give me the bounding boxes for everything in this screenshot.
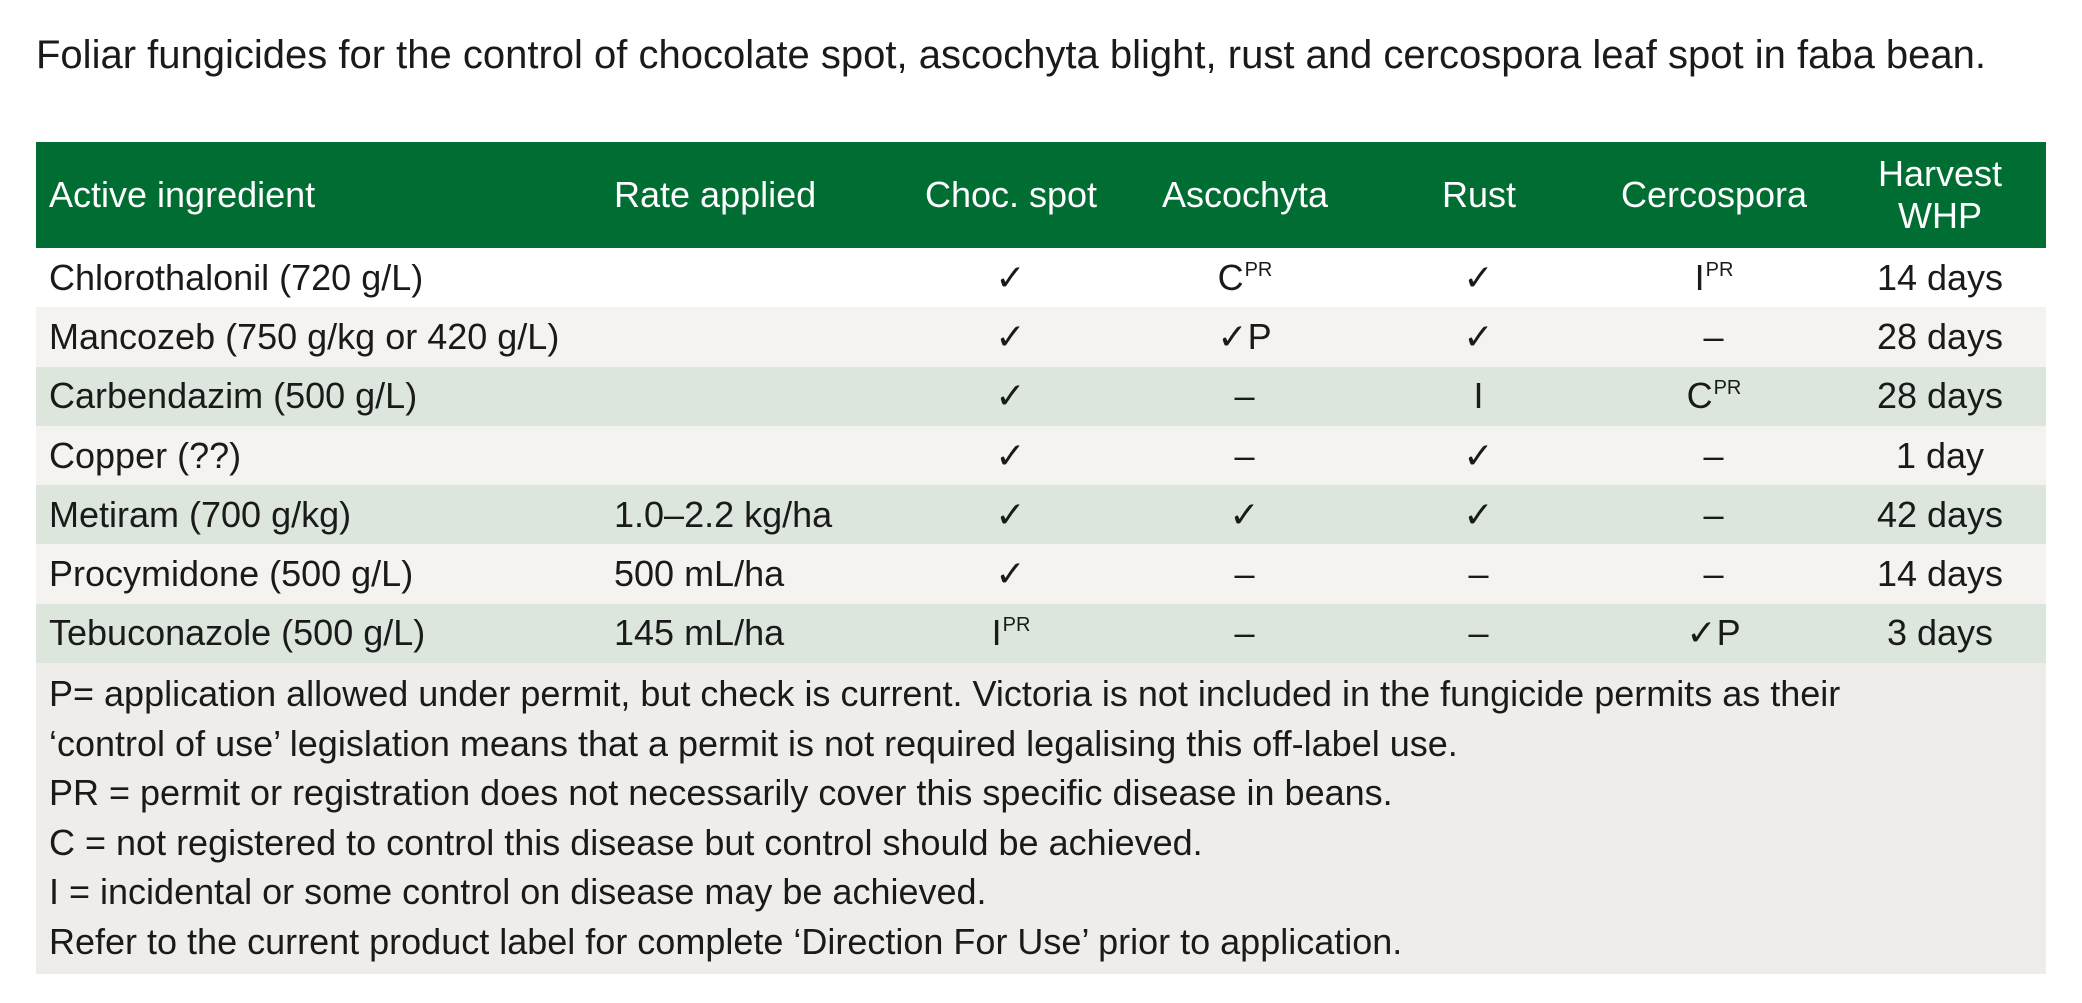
cell-choc-spot	[896, 248, 1126, 307]
cell-ascochyta-superscript: PR	[1244, 258, 1273, 281]
cell-active-ingredient: Metiram (700 g/kg)	[49, 493, 352, 535]
cell-ascochyta	[1126, 367, 1364, 426]
cell-cercospora	[1594, 485, 1834, 544]
table-caption: Foliar fungicides for the control of chocolate spot, ascochyta blight, rust and cercospora leaf spot in faba bean.	[36, 33, 1987, 77]
header-harvest-whp-line1: Harvest	[1877, 153, 2003, 194]
cell-choc-spot	[896, 307, 1126, 366]
fungicide-table	[36, 142, 2046, 663]
cell-choc-spot	[896, 367, 1126, 426]
cell-cercospora-value: –	[1703, 434, 1724, 476]
cell-harvest-whp: 28 days	[1876, 315, 2004, 357]
cell-ascochyta-value: –	[1234, 553, 1255, 595]
cell-cercospora	[1594, 544, 1834, 603]
cell-cercospora-value: I	[1694, 256, 1705, 298]
cell-choc-spot	[896, 426, 1126, 485]
cell-active-ingredient: Copper (??)	[49, 434, 242, 476]
cell-choc-spot-value: ✓	[995, 315, 1026, 357]
header-ascochyta: Ascochyta	[1161, 174, 1329, 215]
table-row	[36, 248, 2046, 307]
cell-ascochyta	[1126, 248, 1364, 307]
cell-cercospora-superscript: PR	[1705, 258, 1734, 281]
cell-rust-value: ✓	[1463, 493, 1494, 535]
table-footnotes	[36, 663, 2046, 974]
header-active-ingredient: Active ingredient	[49, 174, 316, 215]
cell-ascochyta-value: –	[1234, 375, 1255, 417]
cell-rust	[1364, 307, 1594, 366]
cell-ascochyta-value: –	[1234, 612, 1255, 654]
table-row	[36, 485, 2046, 544]
table-row	[36, 367, 2046, 426]
cell-ascochyta	[1126, 544, 1364, 603]
cell-rust-value: –	[1468, 612, 1489, 654]
cell-rate-applied	[601, 307, 896, 366]
cell-cercospora-value: C	[1686, 375, 1713, 417]
cell-choc-spot-value: ✓	[995, 375, 1026, 417]
cell-choc-spot-value: ✓	[995, 493, 1026, 535]
footnote-line: P= application allowed under permit, but check is current. Victoria is not included in the fungicide permits as their	[49, 673, 1841, 715]
cell-active-ingredient: Chlorothalonil (720 g/L)	[49, 256, 424, 298]
cell-rust	[1364, 367, 1594, 426]
header-harvest-whp-line2: WHP	[1898, 195, 1982, 236]
cell-ascochyta-value: –	[1234, 434, 1255, 476]
cell-rust-value: ✓	[1463, 315, 1494, 357]
cell-cercospora	[1594, 426, 1834, 485]
cell-choc-spot-superscript: PR	[1002, 614, 1031, 637]
cell-rate-applied	[601, 248, 896, 307]
cell-cercospora-value: –	[1703, 493, 1724, 535]
cell-choc-spot-value: I	[991, 612, 1002, 654]
cell-ascochyta-value: C	[1217, 256, 1244, 298]
cell-ascochyta	[1126, 426, 1364, 485]
cell-ascochyta	[1126, 604, 1364, 663]
cell-choc-spot	[896, 604, 1126, 663]
cell-choc-spot-value: ✓	[995, 256, 1026, 298]
footnote-line: C = not registered to control this disease but control should be achieved.	[49, 821, 1203, 863]
cell-active-ingredient: Carbendazim (500 g/L)	[49, 375, 418, 417]
table-row	[36, 426, 2046, 485]
cell-cercospora	[1594, 248, 1834, 307]
cell-ascochyta-value: ✓	[1229, 493, 1260, 535]
cell-rust	[1364, 426, 1594, 485]
cell-cercospora-value: –	[1703, 315, 1724, 357]
cell-ascochyta-value: ✓P	[1217, 315, 1272, 357]
cell-cercospora-value: –	[1703, 553, 1724, 595]
table-row	[36, 604, 2046, 663]
cell-rust	[1364, 485, 1594, 544]
fungicide-table-container	[36, 142, 2046, 974]
cell-cercospora	[1594, 604, 1834, 663]
cell-ascochyta	[1126, 307, 1364, 366]
cell-rust-value: ✓	[1463, 256, 1494, 298]
cell-rust	[1364, 248, 1594, 307]
cell-cercospora-superscript: PR	[1713, 377, 1742, 400]
footnote-line: PR = permit or registration does not necessarily cover this specific disease in beans.	[49, 772, 1393, 814]
cell-active-ingredient: Tebuconazole (500 g/L)	[49, 612, 426, 654]
cell-choc-spot-value: ✓	[995, 434, 1026, 476]
cell-active-ingredient: Procymidone (500 g/L)	[49, 553, 414, 595]
cell-rust	[1364, 604, 1594, 663]
footnote-line: ‘control of use’ legislation means that a permit is not required legalising this off-label use.	[49, 722, 1458, 764]
cell-harvest-whp: 42 days	[1876, 493, 2004, 535]
cell-rust-value: I	[1473, 375, 1484, 417]
cell-rust	[1364, 544, 1594, 603]
cell-harvest-whp: 1 day	[1895, 434, 1985, 476]
cell-cercospora	[1594, 367, 1834, 426]
cell-rate-applied	[601, 426, 896, 485]
cell-cercospora	[1594, 307, 1834, 366]
cell-active-ingredient: Mancozeb (750 g/kg or 420 g/L)	[49, 315, 560, 357]
cell-choc-spot-value: ✓	[995, 553, 1026, 595]
table-row	[36, 544, 2046, 603]
header-harvest-whp	[1834, 142, 2046, 248]
cell-cercospora-value: ✓P	[1686, 612, 1741, 654]
cell-harvest-whp: 3 days	[1886, 612, 1994, 654]
cell-ascochyta	[1126, 485, 1364, 544]
header-choc-spot: Choc. spot	[924, 174, 1098, 215]
cell-rate-applied: 500 mL/ha	[614, 553, 785, 595]
cell-harvest-whp: 14 days	[1876, 553, 2004, 595]
header-rust: Rust	[1441, 174, 1517, 215]
cell-rate-applied: 1.0–2.2 kg/ha	[614, 493, 833, 535]
header-cercospora: Cercospora	[1620, 174, 1808, 215]
cell-rate-applied	[601, 367, 896, 426]
cell-choc-spot	[896, 544, 1126, 603]
header-rate-applied: Rate applied	[614, 174, 817, 215]
cell-rust-value: ✓	[1463, 434, 1494, 476]
footnote-line: I = incidental or some control on disease may be achieved.	[49, 871, 987, 913]
table-row	[36, 307, 2046, 366]
footnote-line: Refer to the current product label for complete ‘Direction For Use’ prior to application.	[49, 920, 1403, 962]
cell-choc-spot	[896, 485, 1126, 544]
cell-harvest-whp: 14 days	[1876, 256, 2004, 298]
cell-rate-applied: 145 mL/ha	[614, 612, 785, 654]
cell-harvest-whp: 28 days	[1876, 375, 2004, 417]
cell-rust-value: –	[1468, 553, 1489, 595]
table-header-row	[36, 142, 2046, 248]
